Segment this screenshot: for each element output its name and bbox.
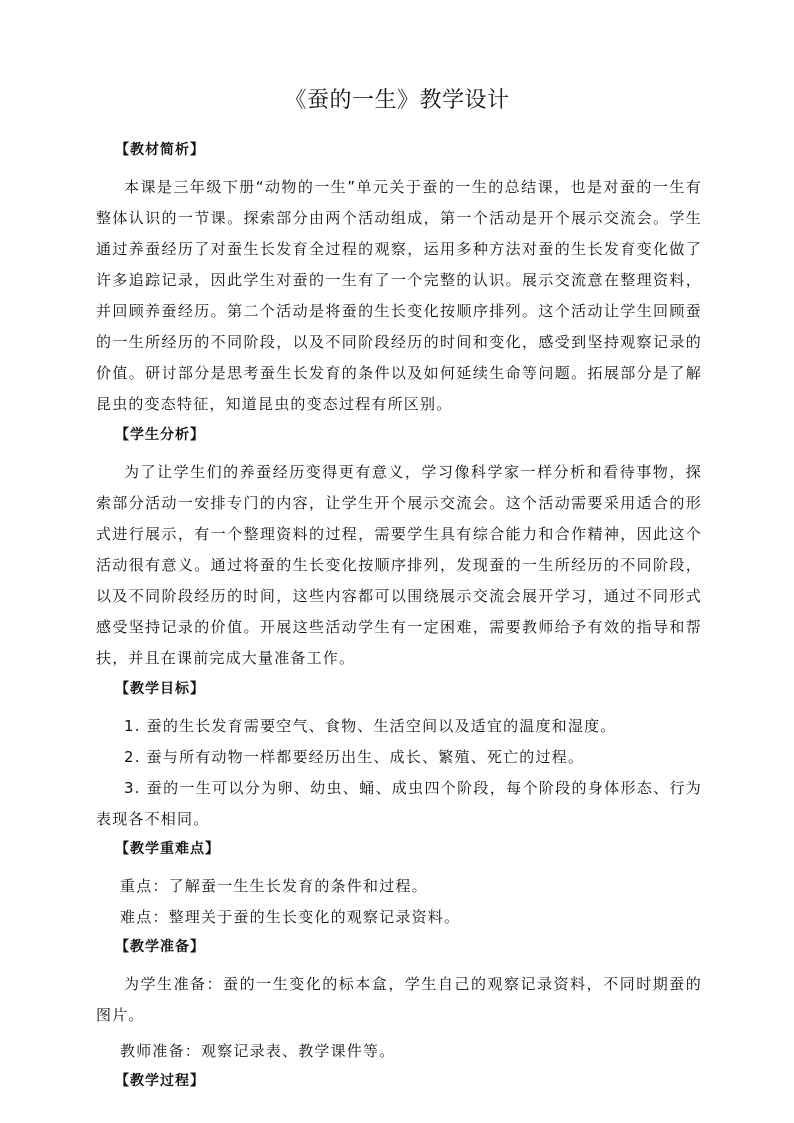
keypoint-difficulty: 难点：整理关于蚕的生长变化的观察记录资料。 [120, 908, 461, 926]
goal-item-1: 1. 蚕的生长发育需要空气、食物、生活空间以及适宜的温度和湿度。 [124, 717, 617, 735]
keypoint-focus: 重点：了解蚕一生生长发育的条件和过程。 [120, 877, 428, 895]
paragraph-students: 为了让学生们的养蚕经历变得更有意义，学习像科学家一样分析和看待事物，探索部分活动一安排专门的内容，让学生开个展示交流会。这个活动需要采用适合的形式进行展示，有一个整理资料的过程，需要学生具有综合能力和合作精神，因此这个活动很有意义。通过将蚕的生长变化按顺序排列，发现蚕的一生所经历的不同阶段，以及不同阶段经历的时间，这些内容都可以围绕展示交流会展开学习，通过不同形式感受坚持记录的价值。开展这些活动学生有一定困难，需要教师给予有效的指导和帮扶，并且在课前完成大量准备工作。 [96, 463, 702, 667]
preparation-teacher: 教师准备：观察记录表、教学课件等。 [120, 1042, 396, 1060]
goal-item-3: 3. 蚕的一生可以分为卵、幼虫、蛹、成虫四个阶段，每个阶段的身体形态、行为表现各不相同。 [96, 779, 702, 828]
heading-preparation: 【教学准备】 [115, 939, 205, 955]
document-body [96, 140, 702, 1103]
heading-keypoints: 【教学重难点】 [115, 841, 220, 857]
preparation-students: 为学生准备：蚕的一生变化的标本盒，学生自己的观察记录资料，不同时期蚕的图片。 [96, 975, 702, 1024]
heading-materials: 【教材简析】 [115, 142, 205, 158]
heading-process: 【教学过程】 [115, 1073, 205, 1089]
heading-students: 【学生分析】 [115, 427, 205, 443]
heading-goals: 【教学目标】 [115, 681, 205, 697]
goal-item-2: 2. 蚕与所有动物一样都要经历出生、成长、繁殖、死亡的过程。 [124, 748, 585, 766]
paragraph-materials: 本课是三年级下册“动物的一生”单元关于蚕的一生的总结课，也是对蚕的一生有整体认识的一节课。探索部分由两个活动组成，第一个活动是开个展示交流会。学生通过养蚕经历了对蚕生长发育全过程的观察，运用多种方法对蚕的生长发育变化做了许多追踪记录，因此学生对蚕的一生有了一个完整的认识。展示交流意在整理资料，并回顾养蚕经历。第二个活动是将蚕的生长变化按顺序排列。这个活动让学生回顾蚕的一生所经历的不同阶段，以及不同阶段经历的时间和变化，感受到坚持观察记录的价值。研讨部分是思考蚕生长发育的条件以及如何延续生命等问题。拓展部分是了解昆虫的变态特征，知道昆虫的变态过程有所区别。 [96, 178, 702, 413]
document-title: 《蚕的一生》教学设计 [284, 88, 510, 113]
